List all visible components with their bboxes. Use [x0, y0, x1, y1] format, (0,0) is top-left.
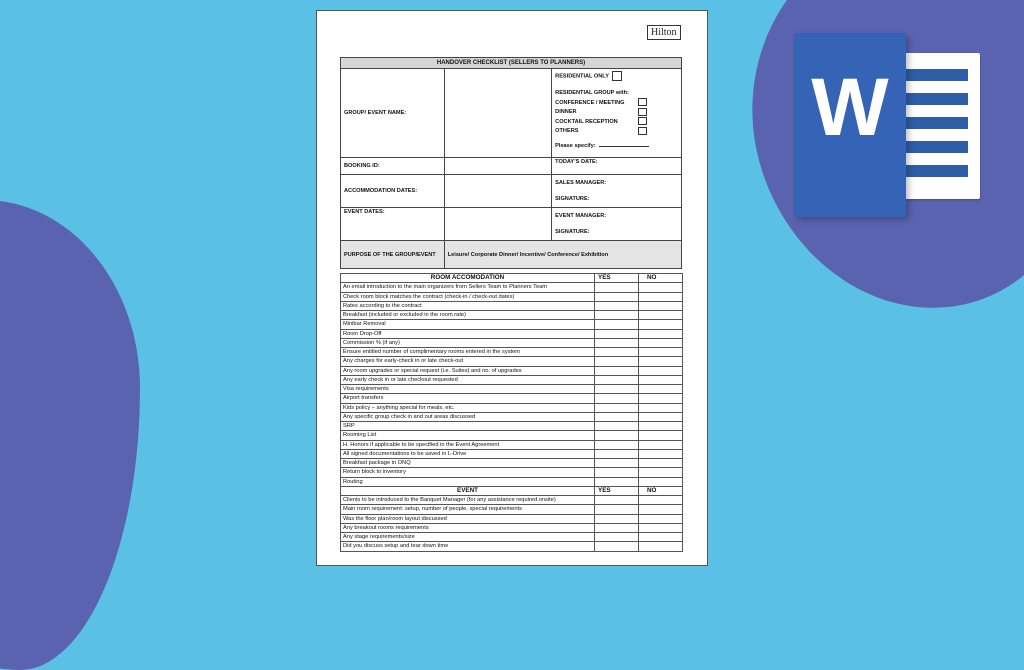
residential-only-checkbox[interactable]: [612, 71, 622, 81]
checklist-item-text: H. Honors if applicable to be specified in the Event Agreement: [341, 440, 595, 449]
checklist-row: [341, 459, 683, 468]
sales-manager-label: SALES MANAGER:: [555, 180, 607, 186]
others-checkbox[interactable]: [638, 127, 647, 135]
no-cell[interactable]: [639, 523, 683, 532]
checklist-row: [341, 329, 683, 338]
checklist-item-text: Clients to be introduced to the Banquet Manager (for any assistance required onsite): [341, 496, 595, 505]
purpose-label: PURPOSE OF THE GROUP/EVENT: [341, 241, 445, 269]
checklist-row: [341, 440, 683, 449]
section-yes: YES: [595, 486, 639, 495]
no-cell[interactable]: [639, 431, 683, 440]
hilton-logo: Hilton: [647, 25, 681, 40]
residential-only-label: RESIDENTIAL ONLY: [555, 73, 609, 80]
checklist-item-text: Kids policy – anything special for meals, etc.: [341, 403, 595, 412]
checklist-item-text: Any room upgrades or special request (i.e. Suites) and no. of upgrades: [341, 366, 595, 375]
option-label: OTHERS: [555, 128, 579, 135]
yes-cell[interactable]: [595, 496, 639, 505]
yes-cell[interactable]: [595, 338, 639, 347]
yes-cell[interactable]: [595, 468, 639, 477]
residential-group-label: RESIDENTIAL GROUP with:: [555, 90, 629, 97]
checklist-row: [341, 412, 683, 421]
option-label: COCKTAIL RECEPTION: [555, 118, 618, 125]
word-letter: W: [811, 62, 889, 153]
no-cell[interactable]: [639, 412, 683, 421]
checklist-item-text: Minibar Removal: [341, 320, 595, 329]
yes-cell[interactable]: [595, 542, 639, 551]
accommodation-dates-label: ACCOMMODATION DATES:: [341, 175, 445, 208]
no-cell[interactable]: [639, 514, 683, 523]
no-cell[interactable]: [639, 301, 683, 310]
no-cell[interactable]: [639, 348, 683, 357]
yes-cell[interactable]: [595, 440, 639, 449]
no-cell[interactable]: [639, 292, 683, 301]
no-cell[interactable]: [639, 283, 683, 292]
no-cell[interactable]: [639, 366, 683, 375]
yes-cell[interactable]: [595, 394, 639, 403]
checklist-row: [341, 514, 683, 523]
checklist-item-text: Any early check in or late checkout requested: [341, 375, 595, 384]
todays-date-label: TODAY’S DATE:: [552, 158, 682, 175]
checklist-item-text: Visa requirements: [341, 385, 595, 394]
please-specify-label: Please specify:: [555, 143, 596, 150]
yes-cell[interactable]: [595, 477, 639, 486]
section-header-row: [341, 486, 683, 495]
decorative-blob-left: [0, 200, 140, 670]
cocktail-checkbox[interactable]: [638, 117, 647, 125]
yes-cell[interactable]: [595, 329, 639, 338]
checklist-row: [341, 533, 683, 542]
no-cell[interactable]: [639, 440, 683, 449]
checklist-row: [341, 375, 683, 384]
checklist-row: [341, 449, 683, 458]
no-cell[interactable]: [639, 533, 683, 542]
yes-cell[interactable]: [595, 523, 639, 532]
no-cell[interactable]: [639, 311, 683, 320]
yes-cell[interactable]: [595, 320, 639, 329]
no-cell[interactable]: [639, 477, 683, 486]
yes-cell[interactable]: [595, 311, 639, 320]
event-dates-label: EVENT DATES:: [341, 208, 445, 241]
checklist-item-text: Main room requirement: setup, number of people, special requirements: [341, 505, 595, 514]
no-cell[interactable]: [639, 403, 683, 412]
checklist-row: [341, 394, 683, 403]
dinner-checkbox[interactable]: [638, 108, 647, 116]
group-event-name-label: GROUP/ EVENT NAME:: [341, 69, 445, 158]
no-cell[interactable]: [639, 357, 683, 366]
yes-cell[interactable]: [595, 292, 639, 301]
yes-cell[interactable]: [595, 533, 639, 542]
yes-cell[interactable]: [595, 375, 639, 384]
no-cell[interactable]: [639, 468, 683, 477]
event-dates-field[interactable]: [444, 208, 551, 241]
conference-checkbox[interactable]: [638, 98, 647, 106]
word-logo-tile: [794, 33, 906, 217]
checklist-item-text: All signed documentations to be saved in L-Drive: [341, 449, 595, 458]
checklist-row: [341, 505, 683, 514]
checklist-item-text: Any stage requirements/size: [341, 533, 595, 542]
yes-cell[interactable]: [595, 366, 639, 375]
checklist-item-text: Rooming List: [341, 431, 595, 440]
checklist-row: [341, 523, 683, 532]
accommodation-dates-field[interactable]: [444, 175, 551, 208]
yes-cell[interactable]: [595, 431, 639, 440]
event-manager-label: EVENT MANAGER:: [555, 213, 607, 219]
section-yes: YES: [595, 274, 639, 283]
no-cell[interactable]: [639, 449, 683, 458]
booking-id-field[interactable]: [444, 158, 551, 175]
checklist-row: [341, 311, 683, 320]
header-form-table: [340, 57, 682, 269]
word-icon: [794, 33, 990, 217]
yes-cell[interactable]: [595, 514, 639, 523]
checklist-item-text: Any specific group check in and out areas discussed: [341, 412, 595, 421]
yes-cell[interactable]: [595, 357, 639, 366]
checklist-row: [341, 542, 683, 551]
checklist-item-text: Ensure entitled number of complimentary rooms entered in the system: [341, 348, 595, 357]
checklist-item-text: An email introduction to the main organizers from Sellers Team to Planners Team: [341, 283, 595, 292]
section-title: ROOM ACCOMODATION: [341, 274, 595, 283]
document-page: [316, 10, 708, 566]
no-cell[interactable]: [639, 505, 683, 514]
checklist-item-text: Any breakout rooms requirements: [341, 523, 595, 532]
checklist-item-text: Breakfast (included or excluded in the room rate): [341, 311, 595, 320]
checklist-row: [341, 338, 683, 347]
checklist-row: [341, 283, 683, 292]
checklist-item-text: Did you discuss setup and tear down time: [341, 542, 595, 551]
checklist-row: [341, 292, 683, 301]
yes-cell[interactable]: [595, 348, 639, 357]
no-cell[interactable]: [639, 459, 683, 468]
checklist-row: [341, 366, 683, 375]
section-header-row: [341, 274, 683, 283]
checklist-row: [341, 468, 683, 477]
sales-signature-label: SIGNATURE:: [555, 196, 590, 202]
checklist-item-text: Airport transfers: [341, 394, 595, 403]
booking-id-label: BOOKING ID:: [341, 158, 445, 175]
checklist-row: [341, 320, 683, 329]
no-cell[interactable]: [639, 329, 683, 338]
form-title: HANDOVER CHECKLIST (SELLERS TO PLANNERS): [341, 58, 682, 69]
checklist-item-text: Rates according to the contract: [341, 301, 595, 310]
yes-cell[interactable]: [595, 385, 639, 394]
checklist-item-text: Commission % (if any): [341, 338, 595, 347]
checklist-row: [341, 348, 683, 357]
purpose-value: Leisure/ Corporate Dinner/ Incentive/ Conference/ Exhibition: [444, 241, 681, 269]
yes-cell[interactable]: [595, 412, 639, 421]
checklist-item-text: Routing: [341, 477, 595, 486]
checklist-table: [340, 273, 683, 552]
section-no: NO: [639, 486, 683, 495]
checklist-item-text: Any charges for early-check in or late check-out: [341, 357, 595, 366]
group-event-name-field[interactable]: [444, 69, 551, 158]
checklist-row: [341, 385, 683, 394]
yes-cell[interactable]: [595, 301, 639, 310]
no-cell[interactable]: [639, 375, 683, 384]
checklist-item-text: Was the floor plan/room layout discussed: [341, 514, 595, 523]
section-no: NO: [639, 274, 683, 283]
please-specify-field[interactable]: [599, 146, 649, 147]
checklist-item-text: SRP: [341, 422, 595, 431]
checklist-item-text: Check room block matches the contract (check-in / check-out dates): [341, 292, 595, 301]
checklist-row: [341, 477, 683, 486]
event-signature-label: SIGNATURE:: [555, 229, 590, 235]
checklist-item-text: Room Drop-Off: [341, 329, 595, 338]
option-label: CONFERENCE / MEETING: [555, 99, 625, 106]
checklist-row: [341, 496, 683, 505]
yes-cell[interactable]: [595, 449, 639, 458]
no-cell[interactable]: [639, 320, 683, 329]
checklist-row: [341, 422, 683, 431]
yes-cell[interactable]: [595, 459, 639, 468]
no-cell[interactable]: [639, 385, 683, 394]
yes-cell[interactable]: [595, 283, 639, 292]
yes-cell[interactable]: [595, 505, 639, 514]
checklist-row: [341, 431, 683, 440]
section-title: EVENT: [341, 486, 595, 495]
yes-cell[interactable]: [595, 403, 639, 412]
yes-cell[interactable]: [595, 422, 639, 431]
checklist-row: [341, 357, 683, 366]
no-cell[interactable]: [639, 496, 683, 505]
checklist-row: [341, 301, 683, 310]
checklist-item-text: Breakfast package in ONQ: [341, 459, 595, 468]
no-cell[interactable]: [639, 542, 683, 551]
no-cell[interactable]: [639, 422, 683, 431]
checklist-row: [341, 403, 683, 412]
option-label: DINNER: [555, 109, 577, 116]
no-cell[interactable]: [639, 338, 683, 347]
no-cell[interactable]: [639, 394, 683, 403]
checklist-item-text: Return block to inventory: [341, 468, 595, 477]
